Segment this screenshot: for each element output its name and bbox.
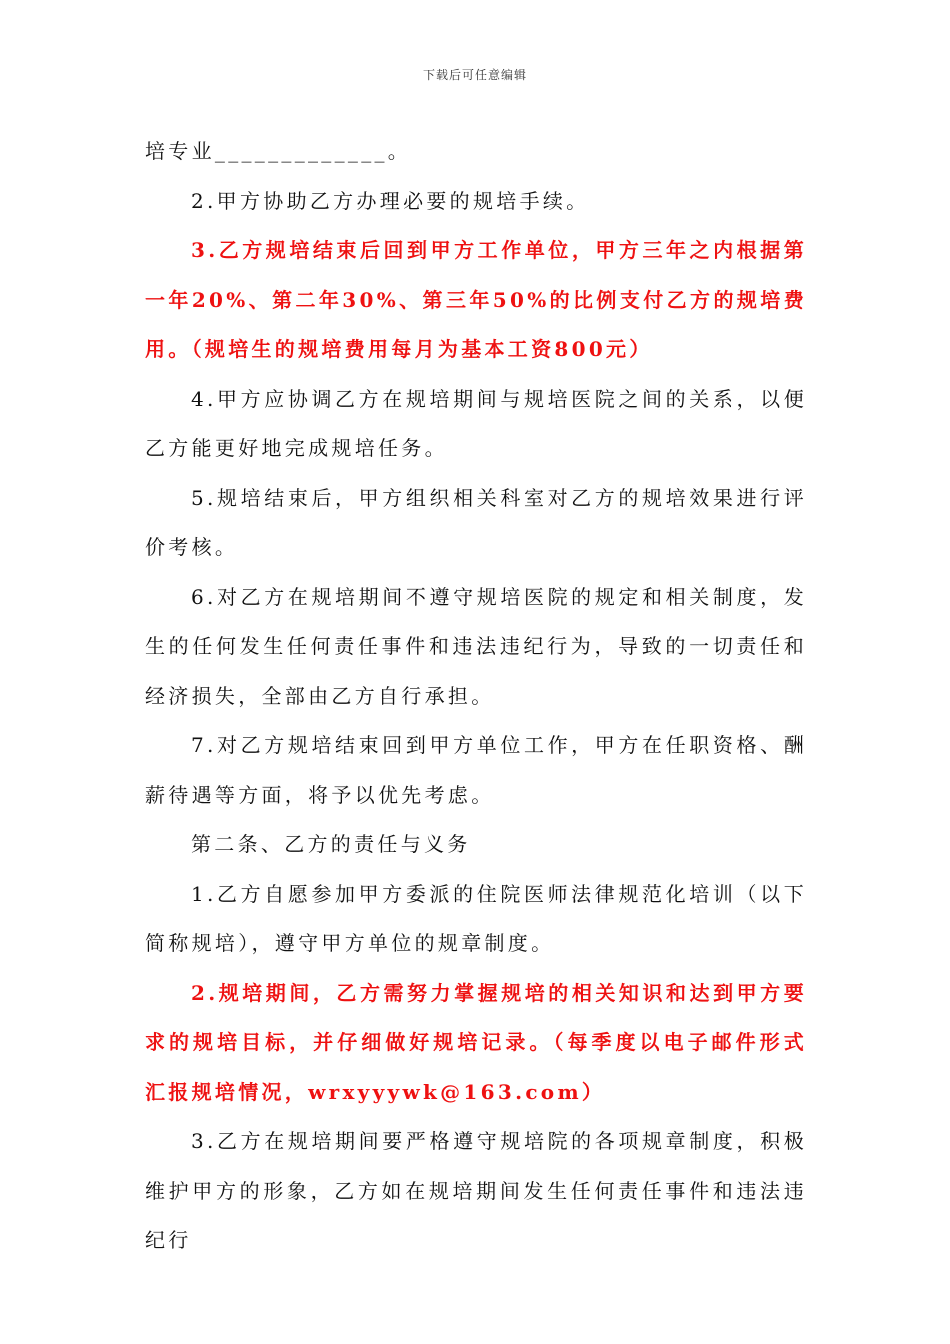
paragraph-party-b-item-1: 1.乙方自愿参加甲方委派的住院医师法律规范化培训（以下简称规培），遵守甲方单位的规章制度。 <box>145 881 807 955</box>
paragraph-party-a-item-5: 5.规培结束后，甲方组织相关科室对乙方的规培效果进行评价考核。 <box>145 485 807 559</box>
paragraph-party-a-item-6: 6.对乙方在规培期间不遵守规培医院的规定和相关制度，发生的任何发生任何责任事件和违法违纪行为，导致的一切责任和经济损失，全部由乙方自行承担。 <box>145 584 807 708</box>
paragraph-party-a-item-7: 7.对乙方规培结束回到甲方单位工作，甲方在任职资格、酬薪待遇等方面，将予以优先考虑。 <box>145 733 807 807</box>
page-header: 下载后可任意编辑 <box>422 68 527 82</box>
paragraph-party-a-item-2: 2.甲方协助乙方办理必要的规培手续。 <box>191 188 590 213</box>
paragraph-party-b-item-2: 2.规培期间，乙方需努力掌握规培的相关知识和达到甲方要求的规培目标，并仔细做好规培记录。（每季度以电子邮件形式汇报规培情况，wrxyyywk@163.com） <box>145 980 807 1104</box>
paragraph-party-b-item-3: 3.乙方在规培期间要严格遵守规培院的各项规章制度，积极维护甲方的形象，乙方如在规培期间发生任何责任事件和违法违纪行 <box>145 1129 807 1252</box>
section-heading-article-2: 第二条、乙方的责任与义务 <box>191 832 471 856</box>
paragraph-party-a-item-4: 4.甲方应协调乙方在规培期间与规培医院之间的关系，以便乙方能更好地完成规培任务。 <box>145 386 807 460</box>
contract-body <box>145 127 807 1266</box>
paragraph-field-continuation: 培专业_____________。 <box>145 139 412 163</box>
paragraph-party-a-item-3: 3.乙方规培结束后回到甲方工作单位，甲方三年之内根据第一年20%、第二年30%、第三年50%的比例支付乙方的规培费用。（规培生的规培费用每月为基本工资800元） <box>145 238 807 361</box>
